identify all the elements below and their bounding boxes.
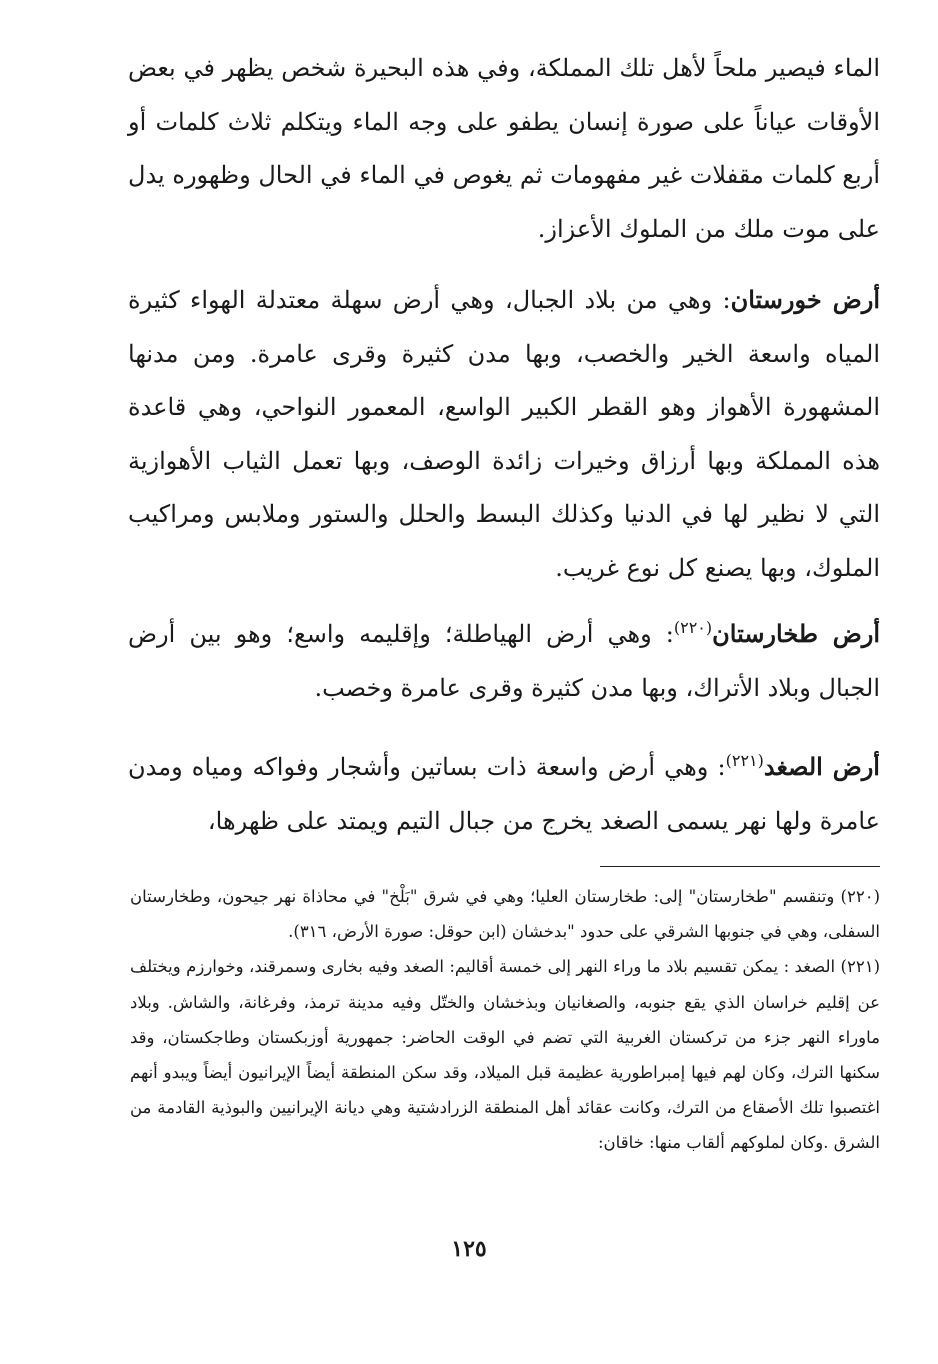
paragraph-text: : وهي أرض الهياطلة؛ وإقليمه واسع؛ وهو بين أرض الجبال وبلاد الأتراك، وبها مدن كثيرة وقرى عامرة وخصب. [128, 620, 880, 702]
paragraph-sughd [128, 740, 880, 848]
footnote-reference: (٢٢١) [725, 751, 764, 770]
paragraph-text: : وهي أرض واسعة ذات بساتين وأشجار وفواكه ومياه ومدن عامرة ولها نهر يسمى الصغد يخرج من جبال التيم ويمتد على ظهرها، [128, 753, 880, 835]
paragraph-heading: أرض خورستان [730, 285, 881, 314]
paragraph-khuzestan [128, 273, 880, 595]
paragraph-continuation [128, 42, 880, 256]
footnote-reference: (٢٢٠) [673, 618, 713, 637]
paragraph-tokharistan [128, 607, 880, 715]
footnote-221: (٢٢١) الصغد : يمكن تقسيم بلاد ما وراء النهر إلى خمسة أقاليم: الصغد وفيه بخارى وسمرقند، وخوارزم ويختلف عن إقليم خراسان الذي يقع جنوبه، والصغانيان وبذخشان والختّل وفيه مدينة ترمذ، وفرغانة، والشاش. وبلاد ماوراء النهر جزء من تركستان الغربية التي تضم في الوقت الحاضر: جمهورية أوزبكستان وطاجكستان، وقد سكنها الترك، وكان لهم فيها إمبراطورية عظيمة قبل الميلاد، وقد سكن المنطقة أيضاً الإيرانيون أيضاً ويبدو أنهم اغتصبوا تلك الأصقاع من الترك، وكانت عقائد أهل المنطقة الزرادشتية وهي ديانة الإيرانيين والبوذية القادمة من الشرق .وكان لملوكهم ألقاب منها: خاقان: [130, 957, 880, 1153]
paragraph-heading: أرض الصغد [763, 752, 880, 781]
footnote-220: (٢٢٠) وتنقسم "طخارستان" إلى: طخارستان العليا؛ وهي في شرق "بَلْخ" في محاذاة نهر جيحون، وطخارستان السفلى، وهي في جنوبها الشرقي على حدود "بدخشان (ابن حوقل: صورة الأرض، ٣١٦). [130, 887, 880, 942]
paragraph-text: الماء فيصير ملحاً لأهل تلك المملكة، وفي هذه البحيرة شخص يظهر في بعض الأوقات عياناً على صورة إنسان يطفو على وجه الماء ويتكلم ثلاث كلمات أو أربع كلمات مقفلات غير مفهومات ثم يغوص في الماء في الحال وظهوره يدل على موت ملك من الملوك الأعزاز. [128, 54, 880, 243]
page-number: ١٢٥ [451, 1236, 487, 1262]
footnote-divider [600, 866, 880, 867]
paragraph-text: : وهي من بلاد الجبال، وهي أرض سهلة معتدلة الهواء كثيرة المياه واسعة الخير والخصب، وبها مدن كثيرة وقرى عامرة. ومن مدنها المشهورة الأهواز وهو القطر الكبير الواسع، المعمور النواحي، وهي قاعدة هذه المملكة وبها أرزاق وخيرات زائدة الوصف، وبها تعمل الثياب الأهوازية التي لا نظير لها في الدنيا وكذلك البسط والحلل والستور وملابس ومراكيب الملوك، وبها يصنع كل نوع غريب. [128, 286, 881, 582]
paragraph-heading: أرض طخارستان [712, 619, 880, 648]
footnotes-section [130, 879, 880, 1161]
